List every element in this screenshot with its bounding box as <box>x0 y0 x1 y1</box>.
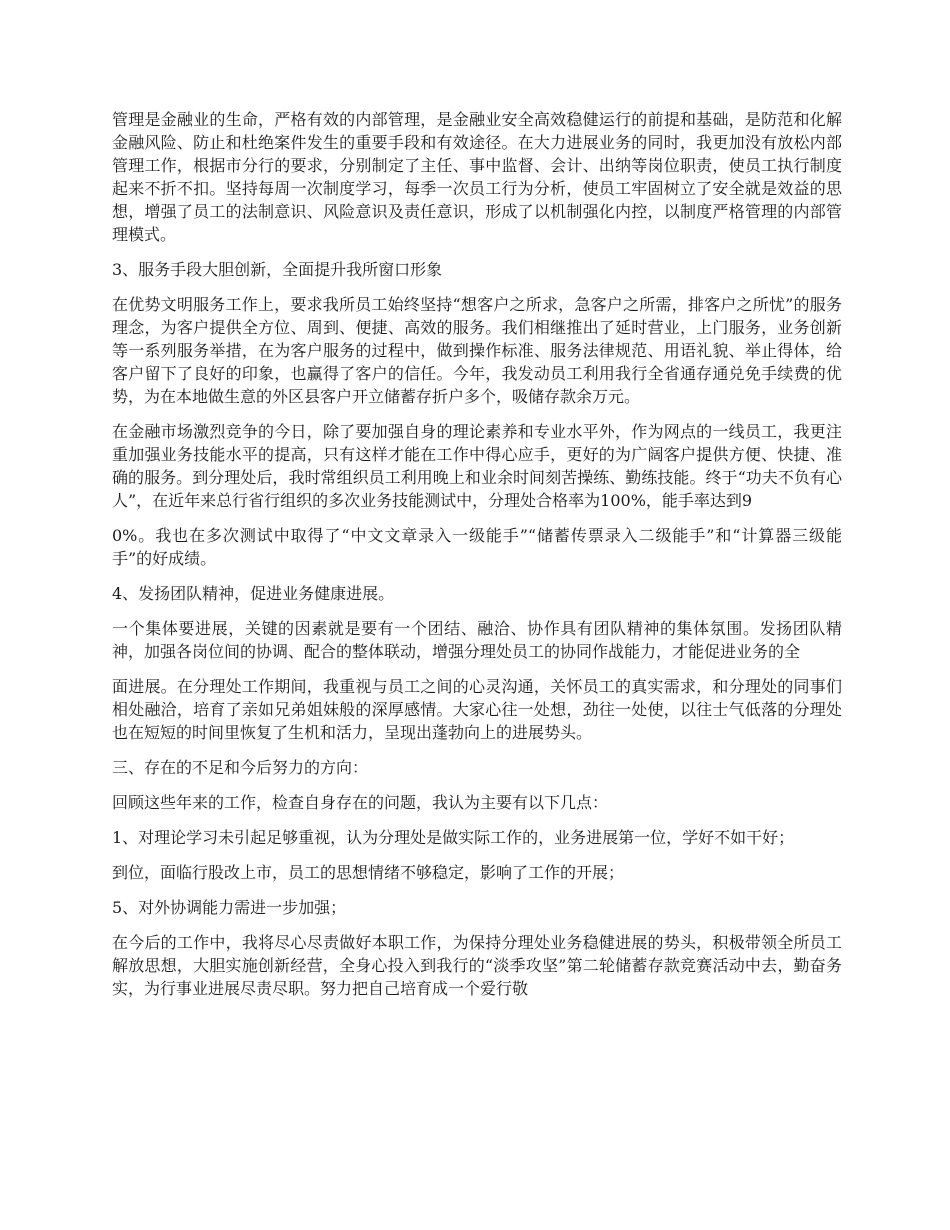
document-page <box>112 108 842 1012</box>
paragraph-internal-management: 管理是金融业的生命，严格有效的内部管理，是金融业安全高效稳健运行的前提和基础，是防范和化解金融风险、防止和杜绝案件发生的重要手段和有效途径。在大力进展业务的同时，我更加没有放松内部管理工作，根据市分行的要求，分别制定了主任、事中监督、会计、出纳等岗位职责，使员工执行制度起来不折不扣。坚持每周一次制度学习，每季一次员工行为分析，使员工牢固树立了安全就是效益的思想，增强了员工的法制意识、风险意识及责任意识，形成了以机制强化内控，以制度严格管理的内部管理模式。 <box>112 110 842 244</box>
list-item-external-coordination: 5、对外协调能力需进一步加强； <box>112 898 347 917</box>
paragraph-skills-training: 在金融市场激烈竞争的今日，除了要加强自身的理论素养和专业水平外，作为网点的一线员工，我更注重加强业务技能水平的提高，只有这样才能在工作中得心应手，更好的为广阔客户提供方便、快捷、准确的服务。到分理处后，我时常组织员工利用晚上和业余时间刻苦操练、勤练技能。终于“功夫不负有心人”，在近年来总行省行组织的多次业务技能测试中，分理处合格率为100%，能手率达到9 <box>112 422 842 510</box>
list-item-theory-study: 1、对理论学习未引起足够重视，认为分理处是做实际工作的，业务进展第一位，学好不如干好； <box>112 828 795 847</box>
paragraph-team-progress: 面进展。在分理处工作期间，我重视与员工之间的心灵沟通，关怀员工的真实需求，和分理处的同事们相处融洽，培育了亲如兄弟姐妹般的深厚感情。大家心往一处想，劲往一处使，以往士气低落的分理处也在短短的时间里恢复了生机和活力，呈现出蓬勃向上的进展势头。 <box>112 677 842 742</box>
paragraph-team-atmosphere: 一个集体要进展，关键的因素就是要有一个团结、融洽、协作具有团队精神的集体氛围。发扬团队精神，加强各岗位间的协调、配合的整体联动，增强分理处员工的协同作战能力，才能促进业务的全 <box>112 619 842 661</box>
heading-team-spirit: 4、发扬团队精神，促进业务健康进展。 <box>112 584 395 603</box>
heading-shortcomings: 三、存在的不足和今后努力的方向： <box>112 758 369 777</box>
paragraph-future-work: 在今后的工作中，我将尽心尽责做好本职工作，为保持分理处业务稳健进展的势头，积极带领全所员工解放思想，大胆实施创新经营，全身心投入到我行的“淡季攻坚”第二轮储蓄存款竞赛活动中去，勤奋务实，为行事业进展尽责尽职。努力把自己培育成一个爱行敬 <box>112 933 842 998</box>
paragraph-review: 回顾这些年来的工作，检查自身存在的问题，我认为主要有以下几点： <box>112 793 609 812</box>
paragraph-civilized-service: 在优势文明服务工作上，要求我所员工始终坚持“想客户之所求，急客户之所需，排客户之所忧”的服务理念，为客户提供全方位、周到、便捷、高效的服务。我们相继推出了延时营业，上门服务，业务创新等一系列服务举措，在为客户服务的过程中，做到操作标准、服务法律规范、用语礼貌、举止得体，给客户留下了良好的印象，也赢得了客户的信任。今年，我发动员工利用我行全省通存通兑免手续费的优势，为在本地做生意的外区县客户开立储蓄存折户多个，吸储存款余万元。 <box>112 295 842 406</box>
paragraph-skills-results: 0%。我也在多次测试中取得了“中文文章录入一级能手”“储蓄传票录入二级能手”和“计算器三级能手”的好成绩。 <box>112 526 842 568</box>
heading-service-innovation: 3、服务手段大胆创新，全面提升我所窗口形象 <box>112 260 443 279</box>
list-item-staff-morale: 到位，面临行股改上市，员工的思想情绪不够稳定，影响了工作的开展； <box>112 863 625 882</box>
